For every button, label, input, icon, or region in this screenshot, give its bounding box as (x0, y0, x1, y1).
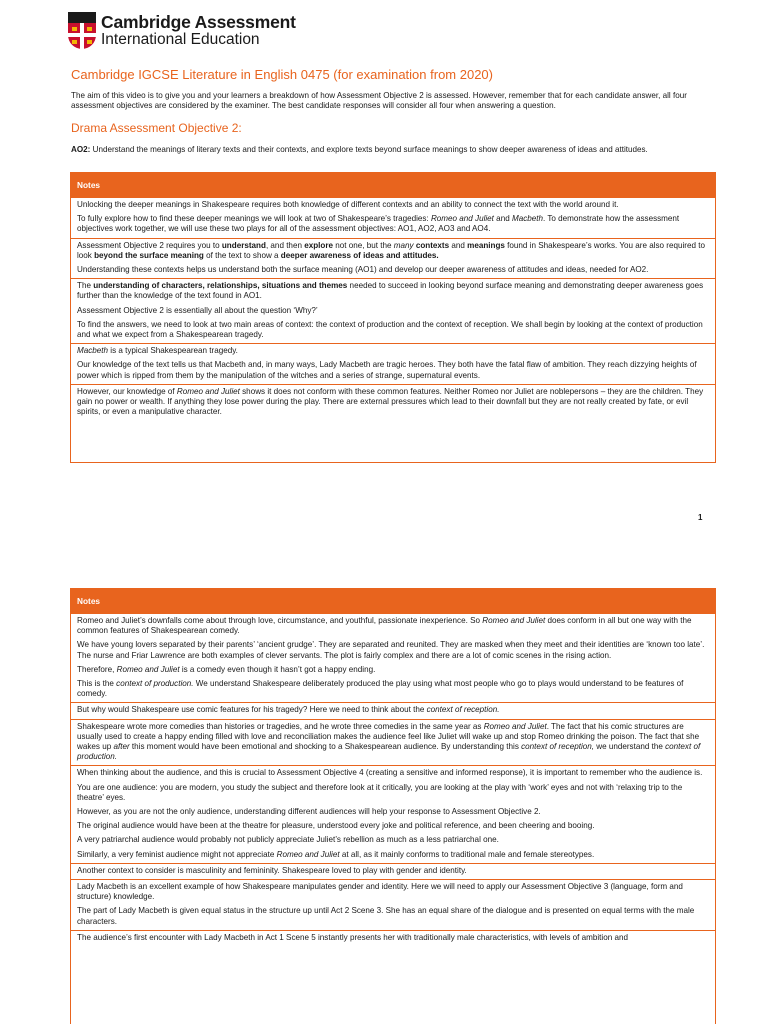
notes-row: The understanding of characters, relationships, situations and themes needed to succeed in looking beyond surface meaning and demonstrating deeper awareness goes further than the knowledge of the text found in AO1. Assessment Objective 2 is essentially all about the question ‘Why?’ To find the answers, we need to look at two main areas of context: the context of production and the context of reception. We shall begin by looking at the context of production and what we expect from a Shakespearean tragedy. (71, 278, 715, 343)
page-gap (0, 550, 768, 580)
page-2 (0, 580, 768, 1024)
notes-row: Unlocking the deeper meanings in Shakespeare requires both knowledge of different contexts and an ability to connect the text with the world around it. To fully explore how to find these deeper meanings we will look at two of Shakespeare’s tragedies: Romeo and Juliet and Macbeth. To demonstrate how the assessment objectives work together, we will use these two plays for all of the assessment objectives: AO1, AO2, AO3 and AO4. (71, 197, 715, 238)
notes-row: Lady Macbeth is an excellent example of how Shakespeare manipulates gender and identity. Here we will need to apply our Assessment Objective 3 (language, form and structure) knowledge. The part of Lady Macbeth is given equal status in the structure up until Act 2 Scene 3. She has an equal share of the dialogue and is presented on equal terms with the male characters. (71, 879, 715, 930)
page-number: 1 (698, 513, 703, 522)
notes-row: Romeo and Juliet’s downfalls come about through love, circumstance, and youthful, passionate inexperience. So Romeo and Juliet does conform in all but one way with the common features of Shakespearean comedy. We have young lovers separated by their parents’ ‘ancient grudge’. They are separated and reunited. They are masked when they meet and their identities are ‘known too late’. The nurse and Friar Lawrence are both examples of clever servants. The plot is fairly complex and there are a lot of comic scenes in the rising action. Therefore, Romeo and Juliet is a comedy even though it hasn’t got a happy ending. This is the context of production. We understand Shakespeare deliberately produced the play using what most people who go to plays would understand to be features of comedy. (71, 613, 715, 702)
notes-row: When thinking about the audience, and this is crucial to Assessment Objective 4 (creating a sensitive and informed response), it is important to remember who the audience is. You are one audience: you are modern, you study the subject and therefore look at it critically, you are looking at the play with ‘work’ eyes and not with ‘relaxing trip to the theatre’ eyes. However, as you are not the only audience, understanding different audiences will help your response to Assessment Objective 2. The original audience would have been at the theatre for pleasure, understood every joke and political reference, and been cheering and booing. A very patriarchal audience would probably not publicly appreciate Juliet’s rebellion as much as a less patriarchal one. Similarly, a very feminist audience might not appreciate Romeo and Juliet at all, as it mainly conforms to traditional male and female stereotypes. (71, 765, 715, 862)
intro-paragraph: The aim of this video is to give you and your learners a breakdown of how Assessment Objective 2 is assessed. However, remember that for each candidate answer, all four assessment objectives are considered by the examiner. The best candidate responses will consider all four when answering a question. (71, 91, 687, 111)
ao2-label: AO2: (71, 145, 91, 154)
notes-row: Macbeth is a typical Shakespearean tragedy. Our knowledge of the text tells us that Macbeth and, in many ways, Lady Macbeth are tragic heroes. They both have the fatal flaw of ambition. They reach dizzying heights of power which is ripped from them by the manipulation of the witches and a series of strange, supernatural events. (71, 343, 715, 384)
logo-text-line1: Cambridge Assessment (101, 12, 296, 32)
logo-text-line2: International Education (101, 31, 260, 48)
notes-table-page2 (70, 588, 716, 1024)
notes-row: Another context to consider is masculinity and femininity. Shakespeare loved to play with gender and identity. (71, 863, 715, 879)
ao2-text: Understand the meanings of literary texts and their contexts, and explore texts beyond surface meanings to show deeper awareness of ideas and attitudes. (90, 145, 648, 154)
cambridge-logo (68, 12, 296, 52)
notes-header: Notes (71, 173, 715, 197)
notes-row: Shakespeare wrote more comedies than histories or tragedies, and he wrote three comedies in the same year as Romeo and Juliet. The fact that his comic structures are usually used to create a happy ending filled with love and reconciliation makes the audience feel like Juliet will wake up and stop Romeo drinking the poison. The fact that she wakes up after this moment would have been emotional and shocking to a Shakespearean audience. By understanding this context of reception, we understand the context of production. (71, 719, 715, 766)
section-title: Drama Assessment Objective 2: (71, 121, 242, 135)
notes-row: But why would Shakespeare use comic features for his tragedy? Here we need to think about the context of reception. (71, 702, 715, 718)
notes-row: However, our knowledge of Romeo and Juliet shows it does not conform with these common features. Neither Romeo nor Juliet are noblepersons – they are the children. They gain no power or wealth. If anything they lose power during the play. There are external pressures which lead to their downfall but they are not really created by fate, or evil spirits, or even a manipulative character. (71, 384, 715, 421)
ao2-definition (71, 144, 711, 155)
document-title: Cambridge IGCSE Literature in English 0475 (for examination from 2020) (71, 67, 493, 82)
notes-row: The audience’s first encounter with Lady Macbeth in Act 1 Scene 5 instantly presents her with traditionally male characteristics, with levels of ambition and (71, 930, 715, 946)
notes-header: Notes (71, 589, 715, 613)
notes-table-page1 (70, 172, 716, 463)
notes-row: Assessment Objective 2 requires you to understand, and then explore not one, but the many contexts and meanings found in Shakespeare’s works. You are also required to look beyond the surface meaning of the text to show a deeper awareness of ideas and attitudes. Understanding these contexts helps us understand both the surface meaning (AO1) and develop our deeper awareness of attitudes and ideas, needed for AO2. (71, 238, 715, 279)
crest-icon (68, 12, 96, 48)
